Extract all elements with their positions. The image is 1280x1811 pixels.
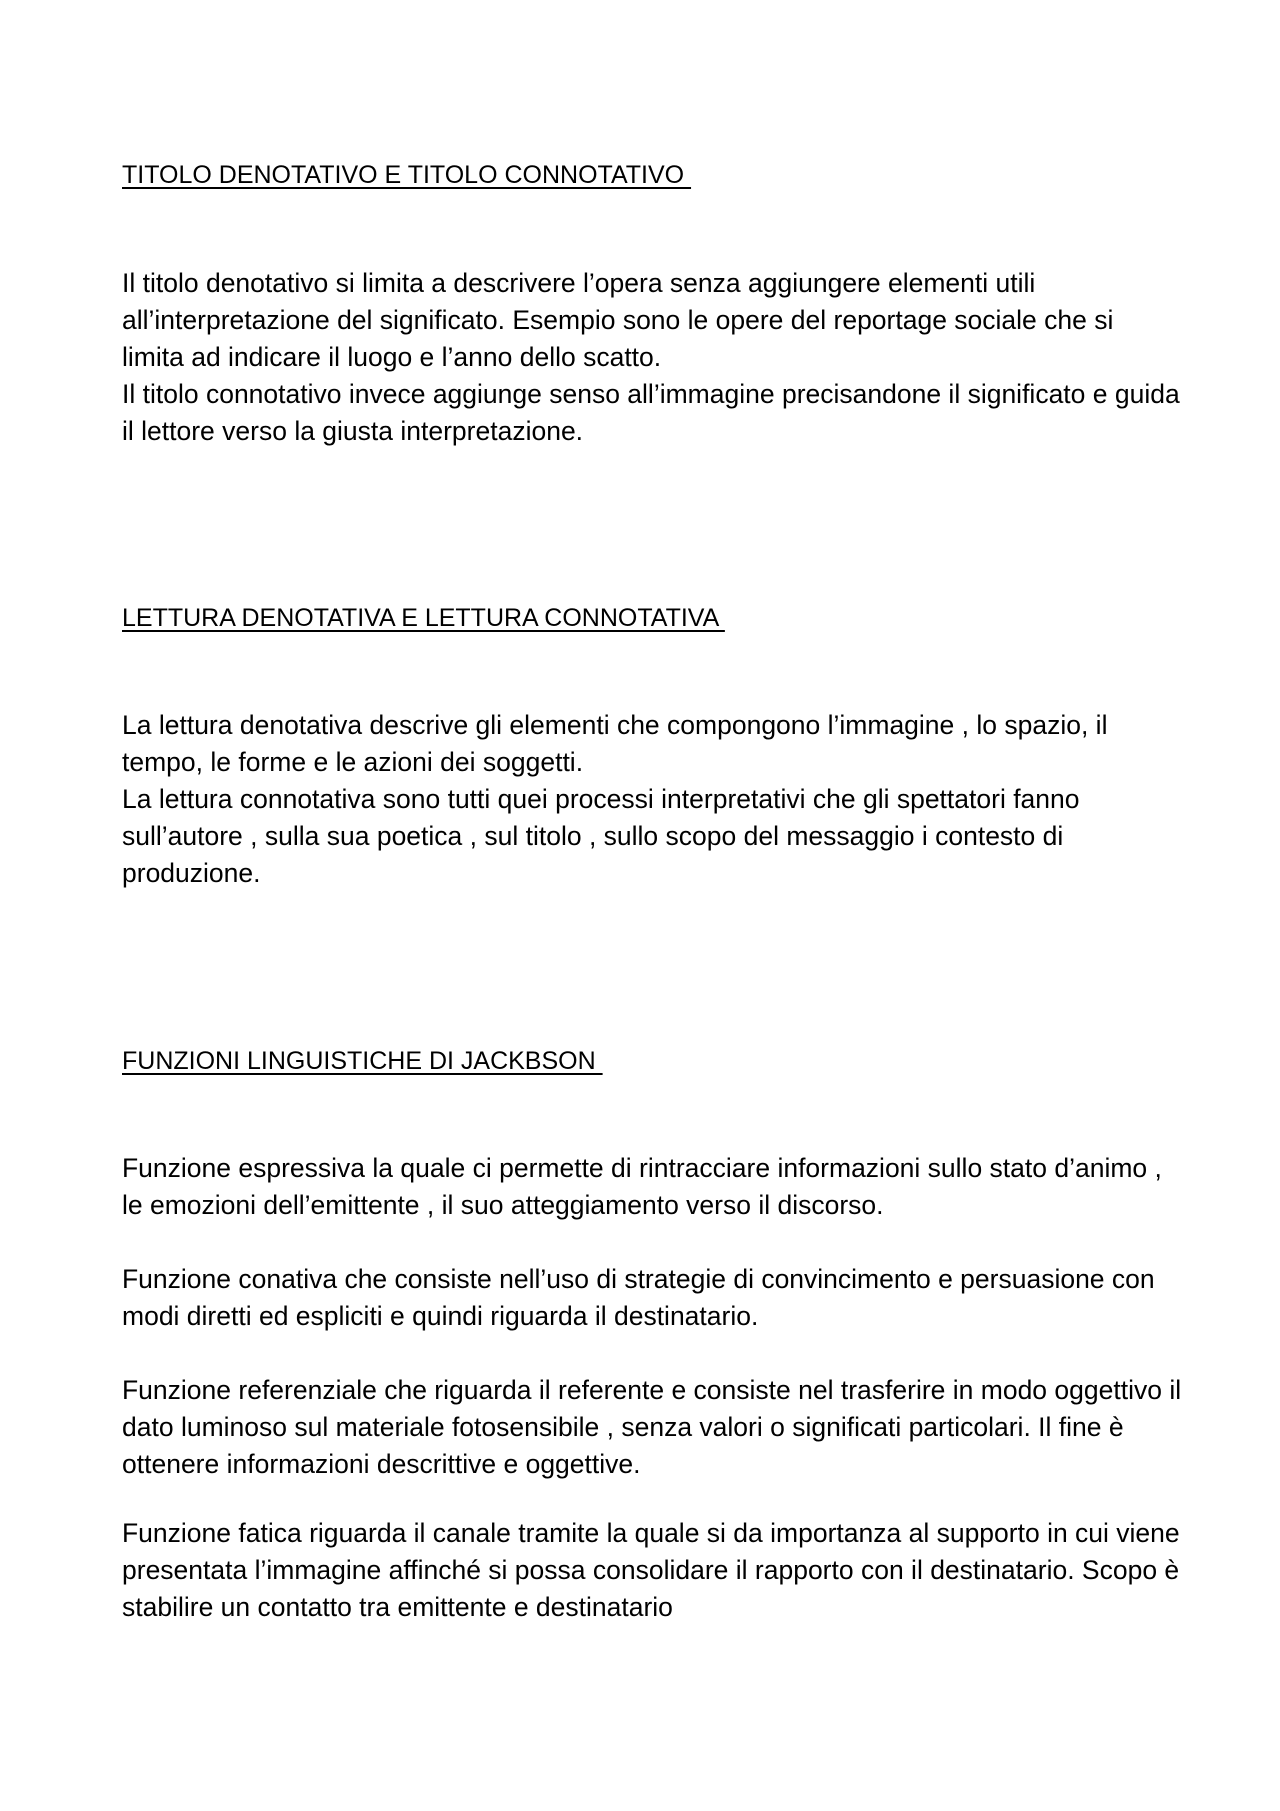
paragraph: Funzione referenziale che riguarda il referente e consiste nel trasferire in modo oggettivo il dato luminoso sul materiale fotosensibile , senza valori o significati particolari. Il fine è ottenere informazioni descrittive e oggettive. [122,1375,1182,1479]
paragraph: Il titolo connotativo invece aggiunge senso all’immagine precisandone il significato e guida il lettore verso la giusta interpretazione. [122,379,1180,446]
paragraph: Funzione fatica riguarda il canale tramite la quale si da importanza al supporto in cui viene presentata l’immagine affinché si possa consolidare il rapporto con il destinatario. Scopo è stabilire un contatto tra emittente e destinatario [122,1518,1180,1622]
section-heading-funzioni: FUNZIONI LINGUISTICHE DI JACKBSON [122,1047,603,1075]
paragraph: La lettura connotativa sono tutti quei processi interpretativi che gli spettatori fanno sull’autore , sulla sua poetica , sul titolo , sullo scopo del messaggio i contesto di produzione. [122,784,1080,888]
paragraph: Funzione espressiva la quale ci permette di rintracciare informazioni sullo stato d’animo , le emozioni dell’emittente , il suo atteggiamento verso il discorso. [122,1153,1162,1220]
paragraph: Funzione conativa che consiste nell’uso di strategie di convincimento e persuasione con modi diretti ed espliciti e quindi riguarda il destinatario. [122,1264,1155,1331]
section-body-funzione-fatica [122,1515,1182,1626]
section-body-lettura [122,707,1182,892]
section-body-funzione-referenziale [122,1372,1182,1483]
paragraph: Il titolo denotativo si limita a descrivere l’opera senza aggiungere elementi utili all’interpretazione del significato. Esempio sono le opere del reportage sociale che si limita ad indicare il luogo e l’anno dello scatto. [122,268,1114,372]
section-body-funzione-conativa [122,1261,1182,1335]
section-body-funzione-espressiva [122,1150,1182,1224]
section-heading-titolo: TITOLO DENOTATIVO E TITOLO CONNOTATIVO [122,161,692,189]
section-heading-lettura: LETTURA DENOTATIVA E LETTURA CONNOTATIVA [122,604,725,632]
paragraph: La lettura denotativa descrive gli elementi che compongono l’immagine , lo spazio, il tempo, le forme e le azioni dei soggetti. [122,710,1108,777]
section-body-titolo [122,265,1182,450]
